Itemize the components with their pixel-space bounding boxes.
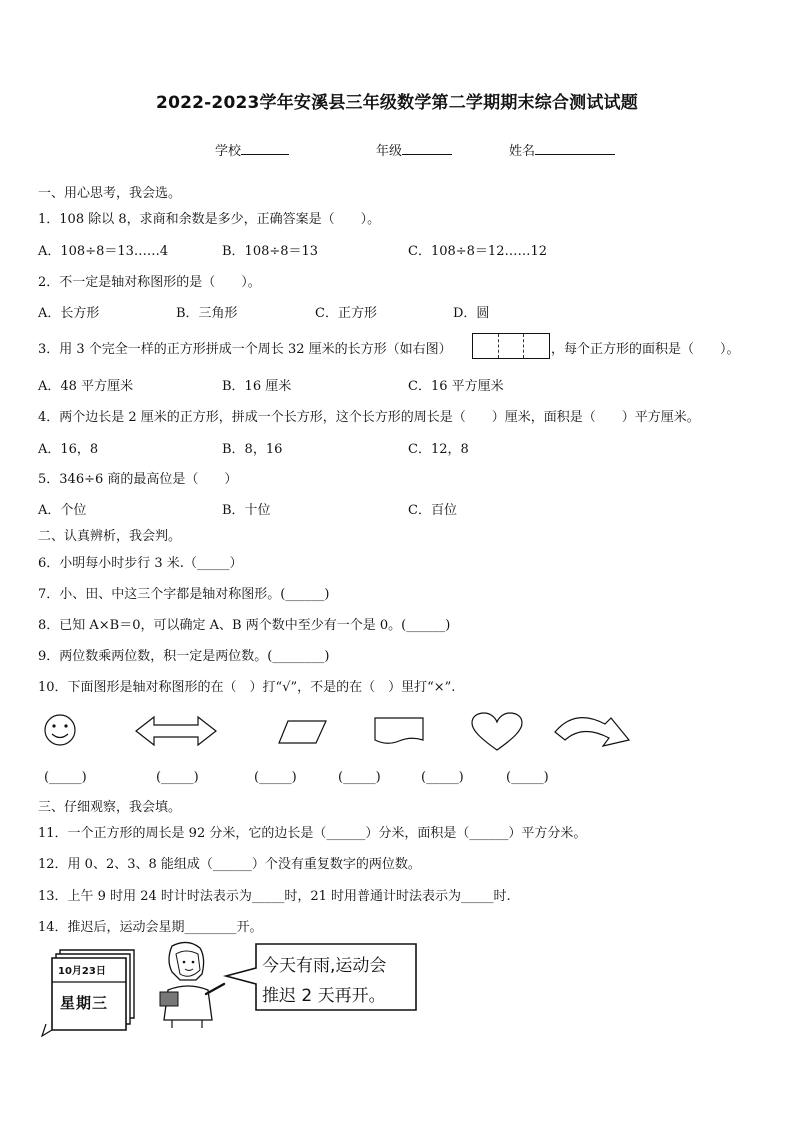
page-title: 2022-2023学年安溪县三年级数学第二学期期末综合测试试题 bbox=[156, 93, 638, 113]
q1-option-a[interactable]: A．108÷8＝13……4 bbox=[38, 244, 169, 259]
q1-option-c[interactable]: C．108÷8＝12……12 bbox=[408, 244, 548, 259]
q5-option-a[interactable]: A．个位 bbox=[38, 503, 87, 518]
wavy-rectangle-icon bbox=[373, 716, 425, 746]
question-3-suffix: ，每个正方形的面积是（ ）。 bbox=[551, 342, 740, 357]
question-5: 5．346÷6 商的最高位是（ ） bbox=[38, 472, 238, 487]
heart-icon bbox=[470, 712, 524, 752]
calendar-day: 星期三 bbox=[60, 994, 109, 1012]
question-8[interactable]: 8．已知 A×B＝0，可以确定 A、B 两个数中至少有一个是 0。(______) bbox=[38, 618, 451, 633]
question-13[interactable]: 13．上午 9 时用 24 时计时法表示为_____时，21 时用普通计时法表示为_____时. bbox=[38, 889, 511, 904]
speech-line-2: 推迟 2 天再开。 bbox=[262, 986, 386, 1006]
q2-option-d[interactable]: D．圆 bbox=[453, 306, 490, 321]
question-6[interactable]: 6．小明每小时步行 3 米.（_____） bbox=[38, 556, 243, 571]
school-label: 学校 bbox=[215, 144, 242, 159]
calendar-icon bbox=[38, 944, 148, 1036]
question-10: 10．下面图形是轴对称图形的在（ ）打“√”，不是的在（ ）里打“×”. bbox=[38, 680, 456, 695]
parallelogram-icon bbox=[278, 719, 328, 745]
question-11[interactable]: 11．一个正方形的周长是 92 分米，它的边长是（______）分米，面积是（______）平方分米。 bbox=[38, 826, 587, 841]
grade-field[interactable] bbox=[376, 140, 452, 159]
q10-answer-5[interactable]: (_____) bbox=[421, 770, 464, 785]
question-9[interactable]: 9．两位数乘两位数，积一定是两位数。(________) bbox=[38, 649, 330, 664]
question-1: 1．108 除以 8，求商和余数是多少，正确答案是（ ）。 bbox=[38, 212, 381, 227]
section-3-heading: 三、仔细观察，我会填。 bbox=[38, 800, 182, 815]
q2-option-b[interactable]: B．三角形 bbox=[176, 306, 238, 321]
question-14[interactable]: 14．推迟后，运动会星期________开。 bbox=[38, 920, 263, 935]
q10-answer-3[interactable]: (_____) bbox=[254, 770, 297, 785]
question-2: 2．不一定是轴对称图形的是（ ）。 bbox=[38, 275, 261, 290]
q3-option-a[interactable]: A．48 平方厘米 bbox=[38, 379, 134, 394]
question-4: 4．两个边长是 2 厘米的正方形，拼成一个长方形，这个长方形的周长是（ ）厘米，面积是（ ）平方厘米。 bbox=[38, 410, 700, 425]
q2-option-c[interactable]: C．正方形 bbox=[315, 306, 377, 321]
school-field[interactable] bbox=[215, 140, 289, 159]
q5-option-b[interactable]: B．十位 bbox=[222, 503, 271, 518]
question-12[interactable]: 12．用 0、2、3、8 能组成（______）个没有重复数字的两位数。 bbox=[38, 857, 421, 872]
q3-option-b[interactable]: B．16 厘米 bbox=[222, 379, 292, 394]
three-squares-figure bbox=[472, 333, 550, 359]
q4-option-a[interactable]: A．16，8 bbox=[38, 442, 99, 457]
q3-option-c[interactable]: C．16 平方厘米 bbox=[408, 379, 504, 394]
grade-label: 年级 bbox=[376, 144, 403, 159]
q1-option-b[interactable]: B．108÷8＝13 bbox=[222, 244, 319, 259]
name-field[interactable] bbox=[509, 140, 615, 159]
curved-arrow-icon bbox=[553, 712, 633, 752]
q10-answer-2[interactable]: (_____) bbox=[156, 770, 199, 785]
q10-answer-1[interactable]: (_____) bbox=[44, 770, 87, 785]
q10-answer-6[interactable]: (_____) bbox=[506, 770, 549, 785]
question-3-text: 3．用 3 个完全一样的正方形拼成一个周长 32 厘米的长方形（如右图） bbox=[38, 342, 452, 357]
q4-option-c[interactable]: C．12，8 bbox=[408, 442, 469, 457]
section-1-heading: 一、用心思考，我会选。 bbox=[38, 186, 182, 201]
name-label: 姓名 bbox=[509, 144, 536, 159]
q4-option-b[interactable]: B．8，16 bbox=[222, 442, 283, 457]
speech-line-1: 今天有雨,运动会 bbox=[262, 956, 387, 976]
question-7[interactable]: 7．小、田、中这三个字都是轴对称图形。(______) bbox=[38, 587, 330, 602]
double-arrow-icon bbox=[134, 714, 218, 748]
smiley-icon bbox=[40, 712, 80, 748]
calendar-date: 10月23日 bbox=[58, 966, 106, 977]
q5-option-c[interactable]: C．百位 bbox=[408, 503, 457, 518]
q2-option-a[interactable]: A．长方形 bbox=[38, 306, 100, 321]
q10-answer-4[interactable]: (_____) bbox=[338, 770, 381, 785]
section-2-heading: 二、认真辨析，我会判。 bbox=[38, 529, 182, 544]
